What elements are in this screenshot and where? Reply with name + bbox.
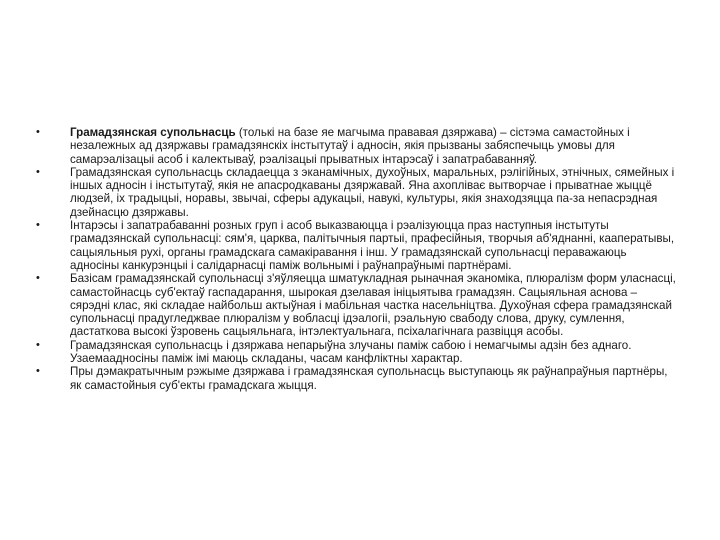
bullet-dot-icon: • bbox=[36, 126, 40, 138]
bullet-text: Інтарэсы і запатрабаванні розных груп і асоб выказваюцца і рэалізуюцца праз наступныя інстытуты грамадзянскай супольнасці: сям'я, царква, палітычныя партыі, прафесійныя, творчыя аб'яднанні, кааператывы, сацыяльныя рухі, органы грамадскага самакіравання і інш. У грамадзянскай супольнасці пераважаюць адносіны канкурэнцыі і салідарнасці паміж вольнымі і раўнапраўнымі партнёрамі. bbox=[70, 219, 675, 272]
bullet-list bbox=[36, 126, 676, 392]
bullet-dot-icon: • bbox=[36, 365, 40, 378]
bullet-lead-term: Грамадзянская супольнасць bbox=[70, 126, 236, 139]
bullet-text: Базісам грамадзянскай супольнасці з'яўляецца шматукладная рыначная эканоміка, плюралізм форм уласнасці, самастойнасць суб'ектаў гаспадарання, шырокая дзелавая ініцыятыва грамадзян. Сацыяльная аснова – сярэдні клас, які складае найбольш актыўная і мабільная частка насельніцтва. Духоўная сфера грамадзянскай супольнасці прадугледжвае плюралізм у вобласці ідэалогіі, рэальную свабоду слова, друку, сумлення, дастаткова высокі ўзровень сацыяльнага, інтэлектуальнага, псіхалагічнага развіцця асобы. bbox=[70, 272, 676, 339]
bullet-text: Пры дэмакратычным рэжыме дзяржава і грамадзянская супольнасць выступаюць як раўнапраўныя партнёры, як самастойныя суб'екты грамадскага жыцця. bbox=[70, 365, 668, 392]
bullet-text: (толькі на базе яе магчыма прававая дзяржава) – сістэма самастойных і незалежных ад дзяржавы грамадзянскіх інстытутаў і адносін, якія прызваны забяспечыць умовы для самарэалізацыі асоб і калектываў, рэалізацыі прыватных інтарэсаў і запатрабаванняў. bbox=[70, 126, 630, 166]
bullet-item-4 bbox=[36, 272, 676, 338]
bullet-item-3 bbox=[36, 219, 676, 272]
bullet-item-1 bbox=[36, 126, 676, 166]
bullet-dot-icon: • bbox=[36, 219, 40, 232]
bullet-item-2 bbox=[36, 166, 676, 219]
bullet-dot-icon: • bbox=[36, 338, 40, 351]
bullet-text: Грамадзянская супольнасць складаецца з эканамічных, духоўных, маральных, рэлігійных, этнічных, сямейных і іншых адносін і інстытутаў, якія не апасродкаваны дзяржавай. Яна ахопліває вытворчае і прыватнае жыццё людзей, іх традыцыі, нoравы, звычаі, сферы адукацыі, навукі, культуры, якія знаходзяцца па-за непасрэдная дзейнасцю дзяржавы. bbox=[70, 165, 675, 219]
bullet-dot-icon: • bbox=[36, 165, 40, 178]
bullet-dot-icon: • bbox=[36, 272, 40, 285]
bullet-text: Грамадзянская супольнасць і дзяржава непарыўна злучаны паміж сабою і немагчымы адзін без аднаго. Узаемаадносіны паміж імі маюць складаны, часам канфліктны характар. bbox=[70, 338, 632, 366]
bullet-item-6 bbox=[36, 365, 676, 392]
bullet-item-5 bbox=[36, 339, 676, 366]
